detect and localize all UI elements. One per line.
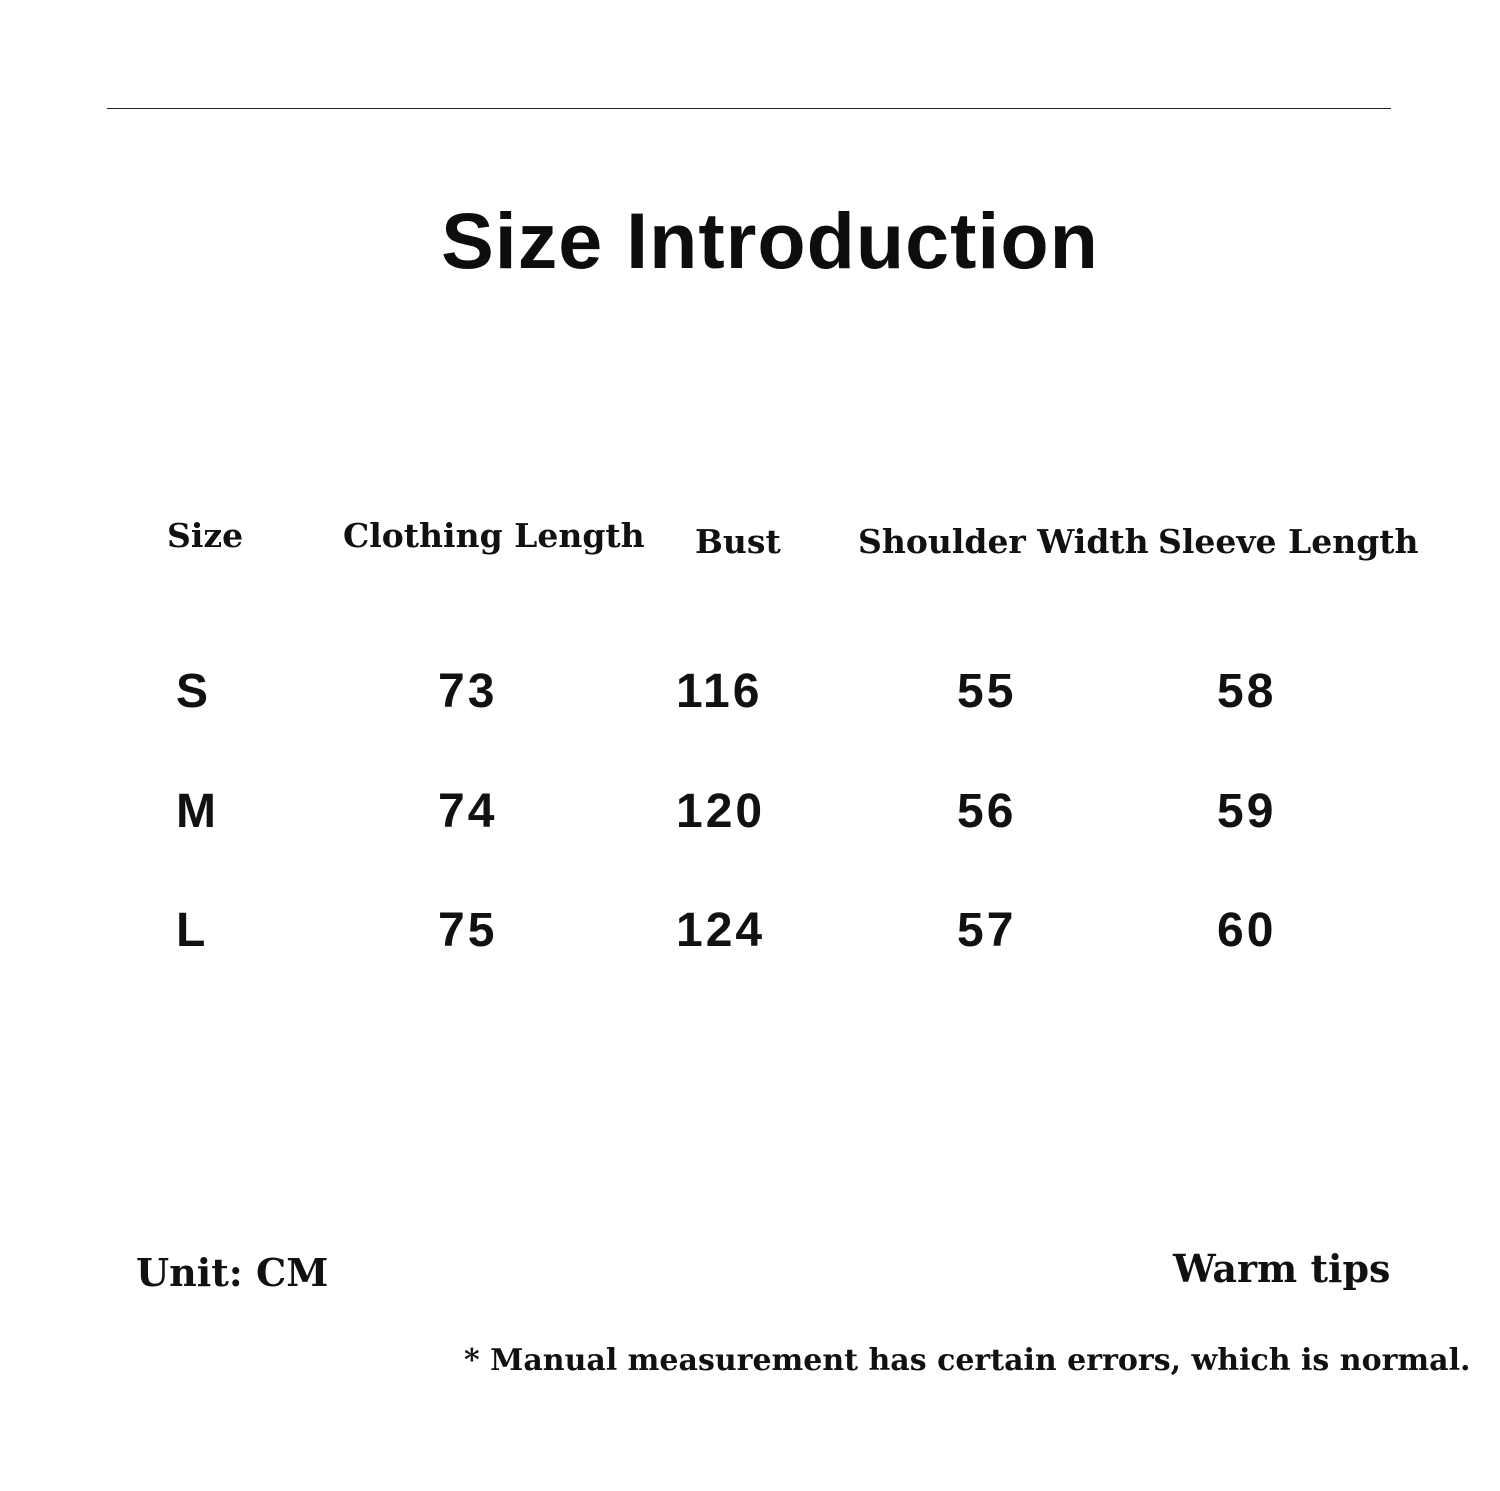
table-cell-s-bust: 116 bbox=[676, 665, 763, 718]
table-cell-size-m: M bbox=[176, 785, 219, 838]
table-cell-m-sleeve-length: 59 bbox=[1217, 785, 1277, 838]
measurement-note: * Manual measurement has certain errors, which is normal. bbox=[464, 1343, 1471, 1378]
table-cell-size-s: S bbox=[176, 665, 212, 718]
table-cell-s-clothing-length: 73 bbox=[438, 665, 498, 718]
table-cell-l-shoulder-width: 57 bbox=[957, 904, 1017, 957]
page-title: Size Introduction bbox=[441, 196, 1099, 285]
table-cell-s-shoulder-width: 55 bbox=[957, 665, 1017, 718]
table-cell-m-shoulder-width: 56 bbox=[957, 785, 1017, 838]
header-clothing-length: Clothing Length bbox=[343, 516, 645, 555]
table-cell-l-clothing-length: 75 bbox=[438, 904, 498, 957]
table-cell-l-bust: 124 bbox=[676, 904, 766, 957]
table-cell-s-sleeve-length: 58 bbox=[1217, 665, 1277, 718]
table-cell-m-bust: 120 bbox=[676, 785, 766, 838]
top-divider bbox=[107, 108, 1391, 109]
header-bust: Bust bbox=[695, 522, 781, 561]
unit-label: Unit: CM bbox=[136, 1250, 329, 1295]
header-size: Size bbox=[167, 516, 244, 555]
header-shoulder-width: Shoulder Width bbox=[858, 522, 1149, 561]
header-sleeve-length: Sleeve Length bbox=[1158, 522, 1419, 561]
table-cell-l-sleeve-length: 60 bbox=[1217, 904, 1277, 957]
warm-tips-title: Warm tips bbox=[1173, 1246, 1391, 1291]
table-cell-size-l: L bbox=[176, 904, 209, 957]
table-cell-m-clothing-length: 74 bbox=[438, 785, 498, 838]
